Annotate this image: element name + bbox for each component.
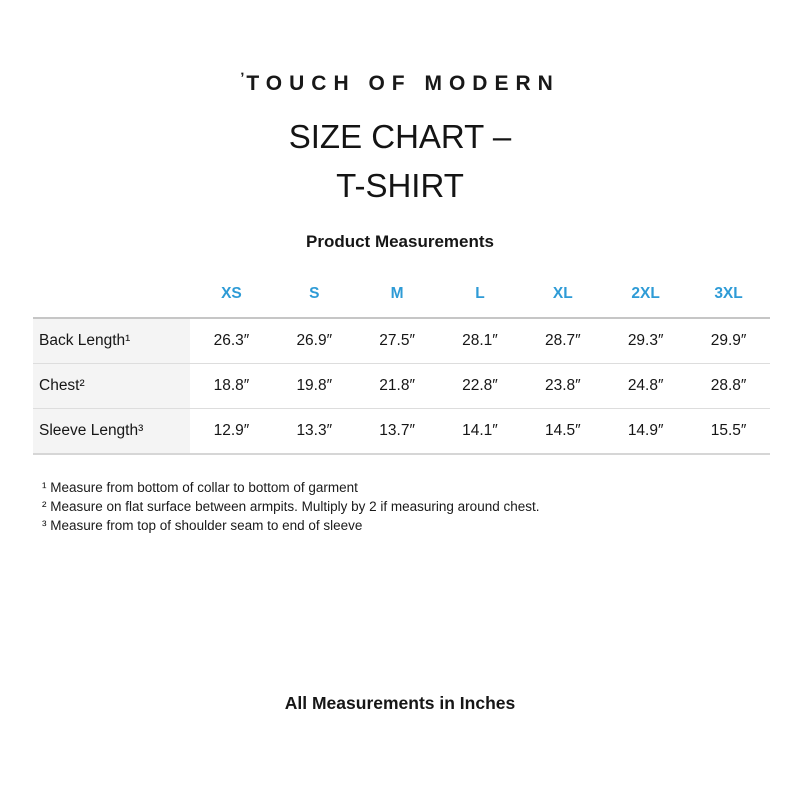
measurement-cell: 28.7″: [544, 332, 581, 349]
footnote-1: ¹ Measure from bottom of collar to bottom of garment: [42, 480, 358, 495]
measurement-cell: 23.8″: [544, 377, 581, 394]
table-row-sleeve-length: [33, 409, 770, 455]
table-row-back-length: [33, 318, 770, 364]
page-title-line1: SIZE CHART –: [288, 118, 512, 155]
row-label: Sleeve Length³: [33, 409, 190, 455]
table-row-chest: [33, 364, 770, 409]
measurement-cell: 22.8″: [462, 377, 498, 394]
measurement-cell: 26.3″: [213, 332, 250, 349]
col-header-xl: XL: [552, 285, 573, 302]
measurement-cell: 15.5″: [710, 422, 747, 439]
page-title: [0, 112, 800, 210]
col-header-xs: XS: [221, 285, 242, 302]
measurement-cell: 26.9″: [296, 332, 333, 349]
row-label: Chest²: [33, 364, 190, 409]
brand-logo-text: TOUCH OF MODERN: [246, 72, 560, 95]
measurement-cell: 27.5″: [379, 332, 415, 349]
size-chart-table-wrap: [33, 280, 770, 455]
page-title-line2: T-SHIRT: [336, 167, 464, 204]
col-header-m: M: [390, 285, 404, 302]
measurement-cell: 29.3″: [627, 332, 664, 349]
footer-note: All Measurements in Inches: [284, 693, 516, 713]
header-row: [33, 280, 770, 318]
footnotes: [42, 478, 539, 535]
footnote-2: ² Measure on flat surface between armpits. Multiply by 2 if measuring around chest.: [42, 499, 540, 514]
measurement-cell: 12.9″: [213, 422, 250, 439]
measurement-cell: 21.8″: [379, 377, 415, 394]
col-header-2xl: 2XL: [631, 285, 660, 302]
footnote-3: ³ Measure from top of shoulder seam to end of sleeve: [42, 518, 363, 533]
col-header-s: S: [309, 285, 320, 302]
measurement-cell: 14.9″: [627, 422, 664, 439]
col-header-l: L: [475, 285, 485, 302]
measurement-cell: 13.3″: [296, 422, 333, 439]
measurement-cell: 24.8″: [627, 377, 664, 394]
measurement-cell: 18.8″: [213, 377, 250, 394]
measurement-cell: 29.9″: [710, 332, 747, 349]
measurement-cell: 28.8″: [710, 377, 747, 394]
size-chart-table: [33, 280, 770, 455]
table-subtitle: Product Measurements: [306, 232, 494, 251]
measurement-cell: 14.5″: [544, 422, 581, 439]
measurement-cell: 19.8″: [296, 377, 333, 394]
measurement-cell: 13.7″: [379, 422, 415, 439]
corner-cell: [33, 280, 190, 318]
brand-logo-mark-icon: ʼ: [240, 70, 246, 87]
measurement-cell: 14.1″: [462, 422, 498, 439]
measurement-cell: 28.1″: [462, 332, 498, 349]
brand-logo: [0, 70, 800, 96]
col-header-3xl: 3XL: [714, 285, 743, 302]
row-label: Back Length¹: [33, 318, 190, 364]
